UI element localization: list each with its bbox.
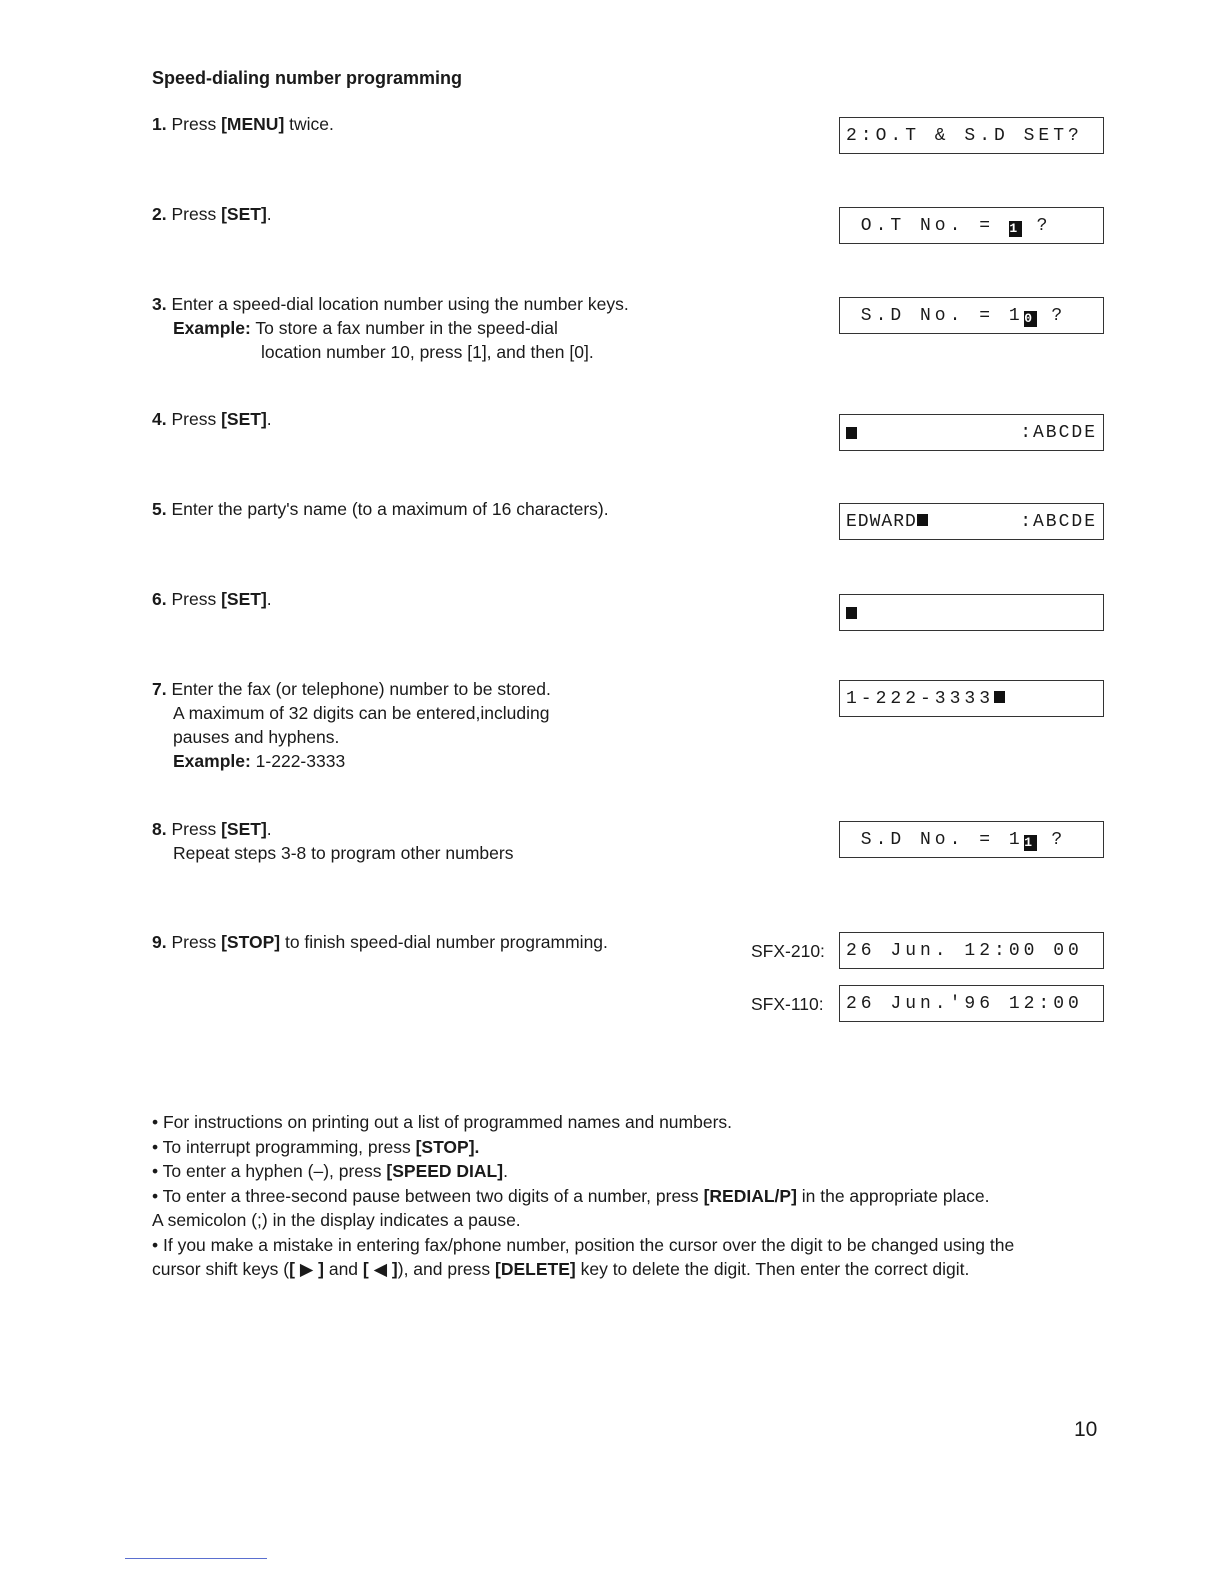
lcd-display-4 (839, 414, 1104, 451)
step-number: 6. (152, 589, 167, 609)
lcd-cursor: 1 (1009, 220, 1022, 236)
note-item (152, 1159, 1112, 1184)
example-text: location number 10, press [1], and then [0]. (261, 342, 594, 362)
lcd-display-1 (839, 117, 1104, 154)
lcd-text-left: S.D No. = 1 (846, 829, 1024, 850)
step-text: to finish speed-dial number programming. (280, 932, 608, 952)
model-label-sfx210: SFX-210: (751, 941, 825, 961)
note-continuation (152, 1257, 1112, 1282)
step-number: 7. (152, 679, 167, 699)
lcd-cursor: 1 (1024, 834, 1037, 850)
note-item (152, 1184, 1112, 1209)
step-text: Enter the fax (or telephone) number to be stored. (171, 679, 551, 699)
step-number: 3. (152, 294, 167, 314)
key-name: [SET] (221, 819, 267, 839)
page-number: 10 (1074, 1418, 1098, 1441)
lcd-display-sfx110 (839, 985, 1104, 1022)
note-item: • If you make a mistake in entering fax/phone number, position the cursor over the digit to be changed using the (152, 1234, 1015, 1255)
lcd-cursor (846, 607, 857, 619)
note-item (152, 1135, 1112, 1160)
lcd-text (846, 682, 1097, 716)
lcd-entered-number: 1-222-3333 (846, 688, 995, 709)
step-text: Repeat steps 3-8 to program other numbers (173, 843, 514, 863)
lcd-entered-name: EDWARD (846, 511, 917, 532)
lcd-text-right: ? (1036, 305, 1067, 326)
step-text: Press (171, 589, 222, 609)
step-3 (152, 292, 732, 364)
note-continuation: A semicolon (;) in the display indicates a pause. (152, 1210, 521, 1230)
key-name: [REDIAL/P] (703, 1185, 797, 1206)
step-text: Enter a speed-dial location number using the number keys. (171, 294, 629, 314)
step-text: Press (171, 932, 222, 952)
step-1 (152, 112, 732, 136)
lcd-cursor: 0 (1024, 310, 1037, 326)
note-text: • To enter a three-second pause between two digits of a number, press (152, 1185, 704, 1206)
step-2 (152, 202, 732, 226)
step-text: Press (171, 409, 222, 429)
lcd-cursor (846, 427, 857, 439)
step-text: Press (171, 204, 222, 224)
step-text: . (266, 409, 272, 429)
key-name: [DELETE] (495, 1259, 576, 1279)
step-8 (152, 817, 732, 865)
step-9 (152, 930, 752, 954)
key-name: [SPEED DIAL] (386, 1161, 504, 1181)
lcd-cursor (917, 514, 928, 526)
key-name: [MENU] (221, 114, 285, 134)
step-text: pauses and hyphens. (173, 727, 340, 747)
note-text: ), and press (397, 1259, 496, 1279)
note-text: in the appropriate place. (796, 1185, 990, 1206)
lcd-text: 2:O.T & S.D SET? (846, 125, 1083, 146)
example-text: To store a fax number in the speed-dial (250, 318, 558, 338)
key-name: [SET] (221, 204, 267, 224)
lcd-display-2 (839, 207, 1104, 244)
step-text: . (266, 204, 272, 224)
step-text: Enter the party's name (to a maximum of 16 characters). (171, 499, 609, 519)
lcd-text-right: :ABCDE (1020, 422, 1097, 443)
lcd-text-left (846, 505, 928, 539)
step-number: 8. (152, 819, 167, 839)
lcd-text: 26 Jun. 12:00 00 (846, 940, 1083, 961)
key-name: [STOP] (221, 932, 281, 952)
step-number: 5. (152, 499, 167, 519)
lcd-text-right: :ABCDE (1020, 511, 1097, 532)
note-text: key to delete the digit. Then enter the correct digit. (575, 1259, 970, 1279)
lcd-cursor (994, 691, 1005, 703)
lcd-text-right: ? (1036, 829, 1067, 850)
step-text: . (266, 589, 272, 609)
step-7 (152, 677, 732, 773)
lcd-text (846, 209, 1097, 243)
step-number: 9. (152, 932, 167, 952)
step-number: 4. (152, 409, 167, 429)
step-6 (152, 587, 732, 611)
page-title: Speed-dialing number programming (152, 68, 463, 88)
lcd-text (846, 823, 1097, 857)
key-name: [SET] (221, 589, 267, 609)
lcd-display-8 (839, 821, 1104, 858)
lcd-display-5 (839, 503, 1104, 540)
lcd-display-sfx210 (839, 932, 1104, 969)
note-text: cursor shift keys ( (152, 1259, 290, 1279)
lcd-text-left: S.D No. = 1 (846, 305, 1024, 326)
lcd-text (846, 299, 1097, 333)
lcd-display-7 (839, 680, 1104, 717)
example-label: Example: (173, 751, 251, 771)
lcd-text-right: ? (1021, 215, 1052, 236)
left-arrow-key: [ ◀ ] (362, 1259, 398, 1279)
example-label: Example: (173, 318, 251, 338)
step-text: Press (171, 114, 222, 134)
step-number: 2. (152, 204, 167, 224)
key-name: [SET] (221, 409, 267, 429)
lcd-display-3 (839, 297, 1104, 334)
step-text: twice. (284, 114, 334, 134)
step-number: 1. (152, 114, 167, 134)
model-label-sfx110: SFX-110: (751, 994, 824, 1014)
lcd-display-6 (839, 594, 1104, 631)
lcd-text-left: O.T No. = (846, 215, 1009, 236)
key-name: [STOP]. (415, 1136, 480, 1157)
notes-section (152, 1110, 1112, 1282)
note-text: • To interrupt programming, press (152, 1136, 416, 1157)
step-text: . (266, 819, 272, 839)
footer-divider (125, 1558, 267, 1559)
note-text: . (503, 1161, 508, 1181)
note-item: • For instructions on printing out a list of programmed names and numbers. (152, 1112, 733, 1132)
step-text: A maximum of 32 digits can be entered,including (173, 703, 550, 723)
note-text: • To enter a hyphen (–), press (152, 1161, 387, 1181)
step-5 (152, 497, 732, 521)
step-text: Press (171, 819, 222, 839)
right-arrow-key: [ ▶ ] (289, 1259, 324, 1279)
note-text: and (323, 1259, 363, 1279)
step-4 (152, 407, 732, 431)
lcd-text: 26 Jun.'96 12:00 (846, 993, 1083, 1014)
example-text: 1-222-3333 (250, 751, 346, 771)
